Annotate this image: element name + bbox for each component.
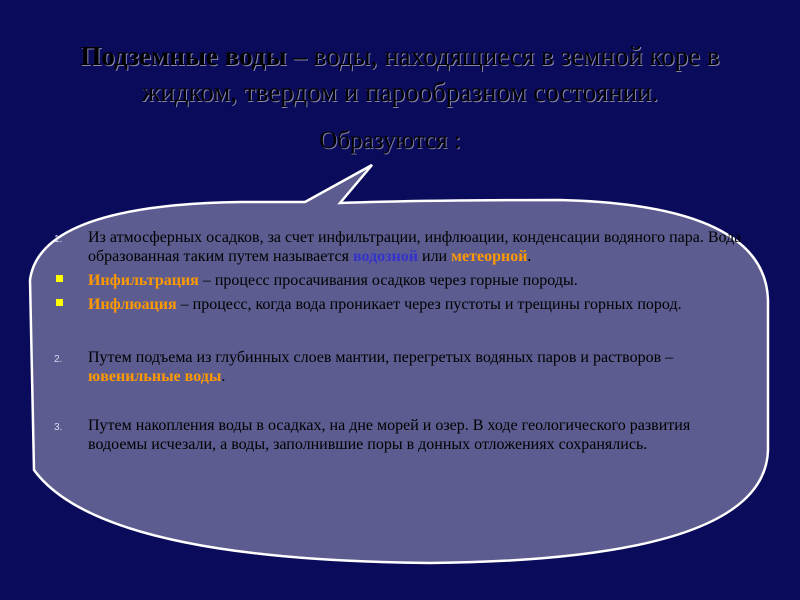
bullet-item-1: [52, 271, 742, 290]
bullet-item-2-text: – процесс, когда вода проникает через пустоты и трещины горных пород.: [176, 296, 682, 313]
list-item-2-text-a: Путем подъема из глубинных слоев мантии, перегретых водяных паров и растворов –: [88, 349, 674, 366]
list-item-1-text-c: .: [527, 248, 532, 265]
title-definition: – воды, находящиеся в земной коре в жидком, твердом и парообразном состоянии.: [141, 41, 720, 107]
list-number-3: 3.: [54, 422, 63, 433]
bubble-content: [52, 228, 742, 454]
slide-subtitle: Образуются :: [319, 127, 461, 154]
term-infiltration: Инфильтрация: [88, 272, 199, 289]
square-bullet-icon: [56, 275, 63, 282]
list-item-3: [52, 416, 742, 454]
bullet-item-2: [52, 295, 742, 314]
term-influation: Инфлюация: [88, 296, 177, 313]
term-juvenile-waters: ювенильные воды: [88, 368, 222, 385]
list-item-1: [52, 228, 742, 266]
list-number-1: 1.: [54, 234, 63, 245]
title-term: Подземные воды: [80, 41, 287, 71]
list-item-2-text-b: .: [221, 368, 226, 385]
term-meteornoy: метеорной: [451, 248, 528, 265]
list-number-2: 2.: [54, 354, 63, 365]
square-bullet-icon: [56, 299, 63, 306]
list-item-1-text-a: Из атмосферных осадков, за счет инфильтрации, инфлюации, конденсации водяного пара. Вода образованная таким путем называется: [88, 229, 742, 265]
list-item-1-text-b: или: [418, 248, 452, 265]
list-item-3-text: Путем накопления воды в осадках, на дне морей и озер. В ходе геологического развития водоемы исчезали, а воды, заполнившие поры в донных отложениях сохранялись.: [88, 417, 691, 453]
list-item-2: [52, 348, 742, 386]
bullet-item-1-text: – процесс просачивания осадков через горные породы.: [198, 272, 578, 289]
term-vodoznoy: водозной: [352, 248, 418, 265]
